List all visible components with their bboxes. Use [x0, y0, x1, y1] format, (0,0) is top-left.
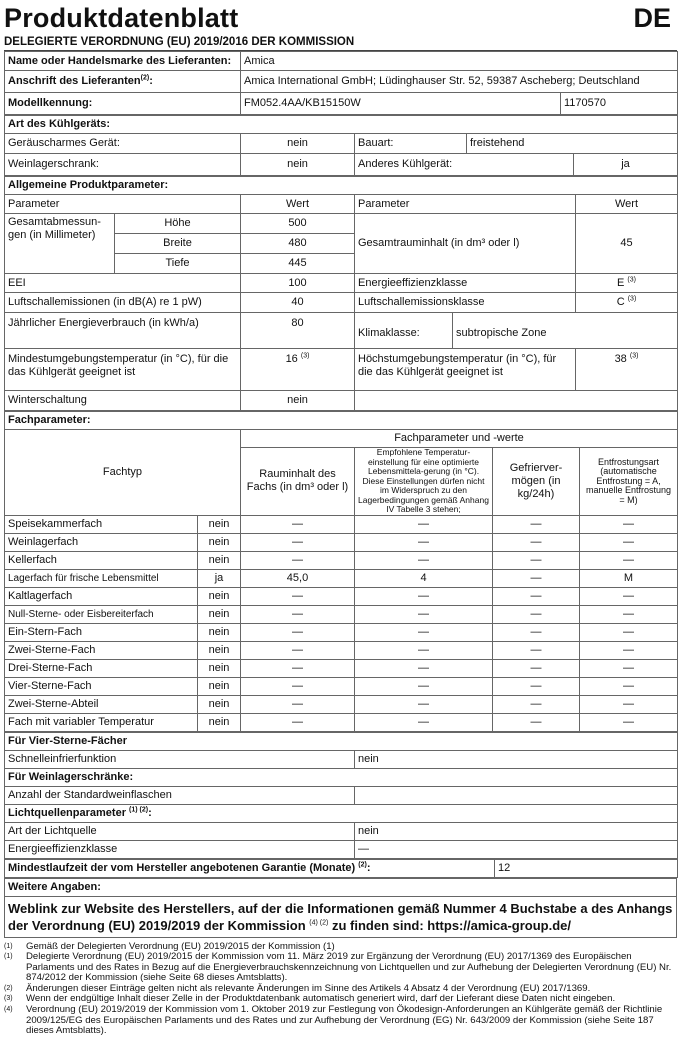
compartment-name: Vier-Sterne-Fach	[5, 677, 198, 695]
misc-table	[4, 732, 678, 859]
supplier-address-value: Amica International GmbH; Lüdinghauser Str. 52, 59387 Ascheberg; Deutschland	[241, 71, 678, 93]
value-header: Wert	[241, 195, 355, 214]
further-info-heading: Weitere Angaben:	[5, 878, 677, 896]
noise-label: Luftschallemissionen (in dB(A) re 1 pW)	[5, 293, 241, 313]
further-info-table	[4, 878, 677, 938]
compartment-present: nein	[198, 515, 241, 533]
compartment-row	[5, 551, 678, 569]
manufacturer-weblink: Weblink zur Website des Herstellers, auf der die Informationen gemäß Nummer 4 Buchstabe a des Anhangs der Verordnung (EU) 2019/2019 der Kommission $^{(4) (2)}$ zu finden sind: https://amica-group.de/	[5, 896, 677, 937]
compartment-freeze: —	[493, 569, 580, 587]
compartment-rows	[5, 515, 678, 731]
compartment-present: nein	[198, 623, 241, 641]
noise-value: 40	[241, 293, 355, 313]
general-parameters-heading: Allgemeine Produktparameter:	[5, 177, 678, 195]
compartment-row	[5, 587, 678, 605]
compartment-volume: —	[241, 587, 355, 605]
compartment-name: Drei-Sterne-Fach	[5, 659, 198, 677]
height-value: 500	[241, 214, 355, 234]
width-value: 480	[241, 234, 355, 254]
compartment-present: ja	[198, 569, 241, 587]
compartment-temp: —	[355, 587, 493, 605]
compartment-freeze: —	[493, 713, 580, 731]
compartment-name: Zwei-Sterne-Abteil	[5, 695, 198, 713]
supplier-name-label: Name oder Handelsmarke des Lieferanten:	[5, 52, 241, 71]
max-temp-value: 38 $^{(3)}$	[576, 349, 678, 391]
compartment-row	[5, 713, 678, 731]
compartment-defrost: —	[580, 695, 678, 713]
appliance-type-table	[4, 115, 678, 176]
min-temp-value: 16 $^{(3)}$	[241, 349, 355, 391]
compartment-present: nein	[198, 551, 241, 569]
footnote-number: (1)	[4, 942, 13, 950]
compartment-row	[5, 605, 678, 623]
compartment-volume: —	[241, 695, 355, 713]
total-volume-label: Gesamtrauminhalt (in dm³ oder l)	[355, 214, 576, 274]
model-number: 1170570	[561, 93, 678, 115]
compartment-defrost: —	[580, 533, 678, 551]
compartment-freeze: —	[493, 587, 580, 605]
compartment-name: Zwei-Sterne-Fach	[5, 641, 198, 659]
compartment-type-header: Fachtyp	[5, 430, 241, 516]
compartment-row	[5, 533, 678, 551]
compartment-name: Lagerfach für frische Lebensmittel	[5, 569, 198, 587]
compartment-volume: —	[241, 623, 355, 641]
compartment-temp: —	[355, 641, 493, 659]
compartment-volume-header: Rauminhalt des Fachs (in dm³ oder l)	[241, 448, 355, 516]
compartment-temp: 4	[355, 569, 493, 587]
compartment-temp: —	[355, 677, 493, 695]
compartment-defrost: —	[580, 713, 678, 731]
compartment-volume: —	[241, 677, 355, 695]
eei-label: EEI	[5, 274, 241, 293]
regulation-subtitle: DELEGIERTE VERORDNUNG (EU) 2019/2016 DER KOMMISSION	[4, 34, 677, 51]
energy-class-value: E $^{(3)}$	[576, 274, 678, 293]
supplier-table	[4, 51, 678, 115]
min-temp-label: Mindestumgebungstemperatur (in °C), für die das Kühlgerät geeignet ist	[5, 349, 241, 391]
compartment-present: nein	[198, 695, 241, 713]
compartment-volume: —	[241, 641, 355, 659]
compartment-volume: —	[241, 551, 355, 569]
compartment-freeze: —	[493, 695, 580, 713]
compartment-defrost: —	[580, 623, 678, 641]
footnote	[4, 1005, 677, 1037]
energy-class-label: Energieeffizienzklasse	[355, 274, 576, 293]
max-temp-label: Höchstumgebungstemperatur (in °C), für die das Kühlgerät geeignet ist	[355, 349, 576, 391]
climate-class-label: Klimaklasse:	[355, 313, 453, 349]
compartment-name: Fach mit variabler Temperatur	[5, 713, 198, 731]
compartment-name: Kellerfach	[5, 551, 198, 569]
compartment-row	[5, 515, 678, 533]
compartment-defrost: —	[580, 551, 678, 569]
product-data-sheet	[4, 0, 677, 1037]
compartment-temp: —	[355, 515, 493, 533]
compartment-present: nein	[198, 605, 241, 623]
compartment-present: nein	[198, 587, 241, 605]
wine-bottles-label: Anzahl der Standardweinflaschen	[5, 786, 355, 804]
country-code: DE	[633, 3, 671, 33]
footnote-number: (4)	[4, 1006, 13, 1014]
compartment-temp: —	[355, 533, 493, 551]
warranty-value: 12	[495, 859, 678, 877]
eei-value: 100	[241, 274, 355, 293]
footnote-text: Verordnung (EU) 2019/2019 der Kommission vom 1. Oktober 2019 zur Festlegung von Ökodesign-Anforderungen an Kühlgeräte gemäß der Richtlinie 2009/125/EG des Europäischen Parlaments und des Rates und zur Aufhebung der Verordnung (EG) Nr. 643/2009 der Kommission (siehe Seite 187 dieses Amtsblatts).	[26, 1004, 663, 1037]
low-noise-value: nein	[241, 134, 355, 154]
footnote-number: (2)	[4, 984, 13, 992]
compartment-defrost: —	[580, 641, 678, 659]
compartment-defrost: —	[580, 677, 678, 695]
warranty-table	[4, 859, 678, 878]
four-star-heading: Für Vier-Sterne-Fächer	[5, 732, 678, 750]
page-title: Produktdatenblatt	[4, 3, 239, 33]
footnote-text: Delegierte Verordnung (EU) 2019/2015 der Kommission vom 11. März 2019 zur Ergänzung der Verordnung (EU) 2017/1369 des Europäischen Parlaments und des Rates in Bezug auf die Energieverbrauchskennzeichnung von Lichtquellen und zur Aufhebung der Delegierten Verordnung (EU) Nr. 874/2012 der Kommission (siehe Seite 68 dieses Amtsblatts).	[26, 951, 672, 984]
supplier-address-label: Anschrift des Lieferanten$^{(2)}$:	[5, 71, 241, 93]
compartment-present: nein	[198, 713, 241, 731]
light-type-value: nein	[355, 822, 678, 840]
compartment-freeze: —	[493, 659, 580, 677]
climate-class-value: subtropische Zone	[453, 313, 678, 349]
compartment-defrost: M	[580, 569, 678, 587]
compartment-defrost-header: Entfrostungsart (automatische Entfrostung = A, manuelle Entfrostung = M)	[580, 448, 678, 516]
depth-value: 445	[241, 254, 355, 274]
other-appliance-value: ja	[574, 154, 678, 176]
compartment-volume: —	[241, 713, 355, 731]
compartment-row	[5, 569, 678, 587]
light-class-label: Energieeffizienzklasse	[5, 840, 355, 858]
fast-freeze-value: nein	[355, 750, 678, 768]
depth-label: Tiefe	[115, 254, 241, 274]
model-label: Modellkennung:	[5, 93, 241, 115]
compartment-defrost: —	[580, 659, 678, 677]
parameter-header-2: Parameter	[355, 195, 576, 214]
compartment-freeze: —	[493, 533, 580, 551]
compartment-temp: —	[355, 623, 493, 641]
compartment-name: Ein-Stern-Fach	[5, 623, 198, 641]
compartment-temp: —	[355, 695, 493, 713]
compartment-volume: 45,0	[241, 569, 355, 587]
light-type-label: Art der Lichtquelle	[5, 822, 355, 840]
fast-freeze-label: Schnelleinfrierfunktion	[5, 750, 355, 768]
footnote-text: Änderungen dieser Einträge gelten nicht als relevante Änderungen im Sinne des Artikels 4 Absatz 4 der Verordnung (EU) 2017/1369.	[26, 982, 591, 994]
compartment-volume: —	[241, 605, 355, 623]
parameter-header: Parameter	[5, 195, 241, 214]
design-value: freistehend	[467, 134, 678, 154]
compartment-name: Speisekammerfach	[5, 515, 198, 533]
compartment-temp: —	[355, 605, 493, 623]
footnote	[4, 952, 677, 984]
footnotes	[4, 942, 677, 1037]
wine-bottles-value	[355, 786, 678, 804]
compartment-present: nein	[198, 641, 241, 659]
light-class-value: —	[355, 840, 678, 858]
dimensions-label: Gesamtabmessun-gen (in Millimeter)	[5, 214, 115, 274]
design-label: Bauart:	[355, 134, 467, 154]
annual-energy-label: Jährlicher Energieverbrauch (in kWh/a)	[5, 313, 241, 349]
compartment-defrost: —	[580, 515, 678, 533]
compartment-name: Kaltlagerfach	[5, 587, 198, 605]
compartment-temp: —	[355, 551, 493, 569]
supplier-name-value: Amica	[241, 52, 678, 71]
other-appliance-label: Anderes Kühlgerät:	[355, 154, 574, 176]
compartment-freeze-header: Gefrierver-mögen (in kg/24h)	[493, 448, 580, 516]
appliance-type-heading: Art des Kühlgeräts:	[5, 116, 678, 134]
general-parameters-table	[4, 176, 678, 411]
wine-heading: Für Weinlagerschränke:	[5, 768, 678, 786]
compartment-row	[5, 623, 678, 641]
wine-cabinet-value: nein	[241, 154, 355, 176]
compartment-freeze: —	[493, 605, 580, 623]
compartment-heading: Fachparameter:	[5, 412, 678, 430]
empty-cell	[355, 391, 678, 411]
compartment-row	[5, 695, 678, 713]
footnote-text: Wenn der endgültige Inhalt dieser Zelle in der Produktdatenbank automatisch generiert wird, darf der Lieferant diese Daten nicht eingeben.	[26, 993, 616, 1005]
compartment-defrost: —	[580, 605, 678, 623]
footnote-number: (3)	[4, 995, 13, 1003]
wine-cabinet-label: Weinlagerschrank:	[5, 154, 241, 176]
warranty-label: Mindestlaufzeit der vom Hersteller angebotenen Garantie (Monate) $^{(2)}$:	[5, 859, 495, 877]
compartment-row	[5, 641, 678, 659]
model-value: FM052.4AA/KB15150W	[241, 93, 561, 115]
compartment-freeze: —	[493, 623, 580, 641]
compartment-defrost: —	[580, 587, 678, 605]
compartment-temp: —	[355, 713, 493, 731]
noise-class-label: Luftschallemissionsklasse	[355, 293, 576, 313]
compartment-name: Weinlagerfach	[5, 533, 198, 551]
compartment-present: nein	[198, 677, 241, 695]
compartment-row	[5, 659, 678, 677]
compartment-freeze: —	[493, 677, 580, 695]
compartment-freeze: —	[493, 641, 580, 659]
compartment-freeze: —	[493, 515, 580, 533]
total-volume-value: 45	[576, 214, 678, 274]
light-heading: Lichtquellenparameter $^{(1) (2)}$:	[5, 804, 678, 822]
compartment-temp-header: Empfohlene Temperatur-einstellung für eine optimierte Lebensmittela-gerung (in °C). Diese Einstellungen dürfen nicht im Widerspruch zu den Lagerbedingungen gemäß Anhang IV Tabelle 3 stehen;	[355, 448, 493, 516]
compartment-present: nein	[198, 533, 241, 551]
width-label: Breite	[115, 234, 241, 254]
value-header-2: Wert	[576, 195, 678, 214]
winter-switch-label: Winterschaltung	[5, 391, 241, 411]
winter-switch-value: nein	[241, 391, 355, 411]
noise-class-value: C $^{(3)}$	[576, 293, 678, 313]
compartment-table	[4, 411, 678, 732]
footnote-text: Gemäß der Delegierten Verordnung (EU) 2019/2015 der Kommission (1)	[26, 940, 335, 952]
compartment-temp: —	[355, 659, 493, 677]
compartment-volume: —	[241, 659, 355, 677]
annual-energy-value: 80	[241, 313, 355, 349]
compartment-volume: —	[241, 515, 355, 533]
compartment-row	[5, 677, 678, 695]
title-row	[4, 0, 677, 34]
compartment-volume: —	[241, 533, 355, 551]
compartment-present: nein	[198, 659, 241, 677]
footnote-number: (1)	[4, 953, 13, 961]
height-label: Höhe	[115, 214, 241, 234]
compartment-name: Null-Sterne- oder Eisbereiterfach	[5, 605, 198, 623]
low-noise-label: Geräuscharmes Gerät:	[5, 134, 241, 154]
compartment-freeze: —	[493, 551, 580, 569]
compartment-values-header: Fachparameter und -werte	[241, 430, 678, 448]
